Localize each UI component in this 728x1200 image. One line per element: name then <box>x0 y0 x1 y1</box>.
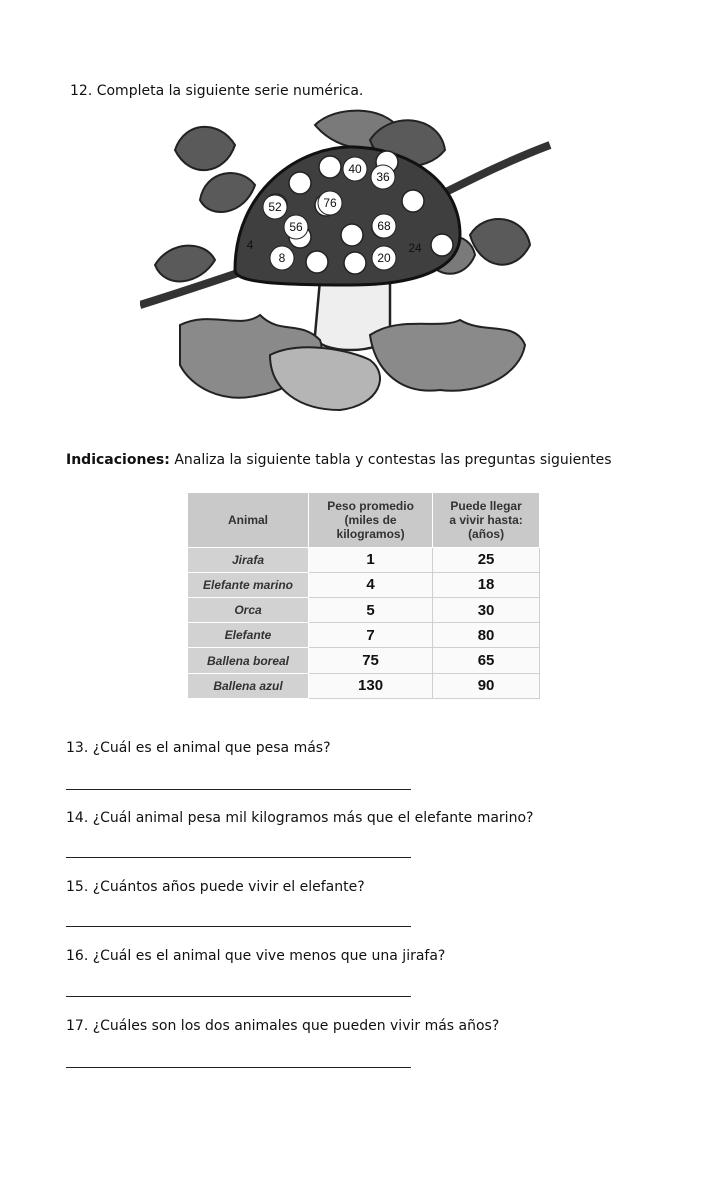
cell-weight: 7 <box>309 623 433 648</box>
number-20: 20 <box>377 251 391 265</box>
leaf <box>175 127 235 170</box>
cell-weight: 130 <box>309 673 433 698</box>
number-24: 24 <box>408 241 422 255</box>
cell-animal: Orca <box>188 597 309 622</box>
question-17: 17. ¿Cuáles son los dos animales que pueden vivir más años? <box>66 1018 500 1034</box>
animal-table <box>187 492 540 699</box>
number-40: 40 <box>348 162 362 176</box>
number-76: 76 <box>323 196 337 210</box>
header-weight: Peso promedio (miles de kilogramos) <box>309 493 433 548</box>
mushroom-illustration <box>140 105 560 415</box>
question-12: 12. Completa la siguiente serie numérica. <box>70 83 364 99</box>
answer-line-13[interactable] <box>66 789 411 790</box>
table-row <box>188 597 540 622</box>
table-row <box>188 547 540 572</box>
leaf <box>470 219 530 265</box>
question-15: 15. ¿Cuántos años puede vivir el elefante? <box>66 879 365 895</box>
cell-weight: 4 <box>309 572 433 597</box>
question-13: 13. ¿Cuál es el animal que pesa más? <box>66 740 331 756</box>
cell-life: 25 <box>433 547 540 572</box>
answer-line-17[interactable] <box>66 1067 411 1068</box>
answer-line-16[interactable] <box>66 996 411 997</box>
header-life: Puede llegar a vivir hasta: (años) <box>433 493 540 548</box>
number-4: 4 <box>246 238 254 252</box>
cell-animal: Elefante marino <box>188 572 309 597</box>
table-row <box>188 673 540 698</box>
number-8: 8 <box>278 251 286 265</box>
cell-animal: Ballena boreal <box>188 648 309 673</box>
answer-line-15[interactable] <box>66 926 411 927</box>
instructions-text: Analiza la siguiente tabla y contestas las preguntas siguientes <box>174 452 612 468</box>
question-16: 16. ¿Cuál es el animal que vive menos que una jirafa? <box>66 948 446 964</box>
leaf <box>155 246 215 282</box>
cell-animal: Ballena azul <box>188 673 309 698</box>
table-header-row <box>188 493 540 548</box>
table-row <box>188 648 540 673</box>
answer-line-14[interactable] <box>66 857 411 858</box>
cell-life: 80 <box>433 623 540 648</box>
instructions-label: Indicaciones: <box>66 452 170 468</box>
cell-animal: Elefante <box>188 623 309 648</box>
question-14: 14. ¿Cuál animal pesa mil kilogramos más que el elefante marino? <box>66 810 534 826</box>
table-row <box>188 623 540 648</box>
cell-weight: 5 <box>309 597 433 622</box>
number-52: 52 <box>268 200 282 214</box>
cell-life: 65 <box>433 648 540 673</box>
table-row <box>188 572 540 597</box>
cell-life: 18 <box>433 572 540 597</box>
instructions <box>66 451 612 469</box>
cell-weight: 1 <box>309 547 433 572</box>
header-animal: Animal <box>188 493 309 548</box>
cell-life: 90 <box>433 673 540 698</box>
number-36: 36 <box>376 170 390 184</box>
number-56: 56 <box>289 220 303 234</box>
number-68: 68 <box>377 219 391 233</box>
leaf <box>200 173 255 212</box>
cell-animal: Jirafa <box>188 547 309 572</box>
cell-weight: 75 <box>309 648 433 673</box>
cell-life: 30 <box>433 597 540 622</box>
